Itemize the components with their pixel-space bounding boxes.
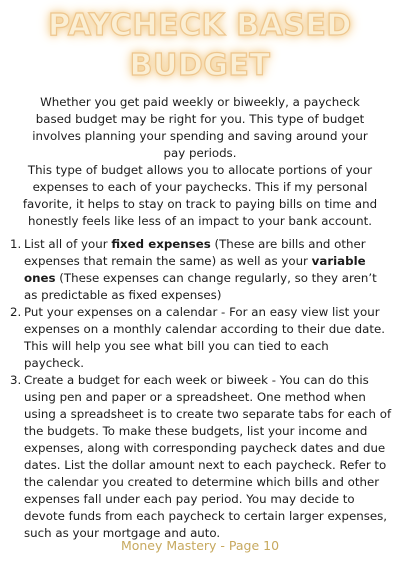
- step-number-1: 1.: [10, 237, 22, 251]
- step-item-2: [10, 304, 392, 372]
- step-1-text-c: (These expenses can change regularly, so they aren’t as predictable as fixed expenses): [24, 271, 377, 302]
- step-3-text: Create a budget for each week or biweek - You can do this using pen and paper or a spreadsheet. One method when using a spreadsheet is to create two separate tabs for each of the budgets. To make these budgets, list your income and expenses, along with corresponding paycheck dates and due dates. List the dollar amount next to each paycheck. Refer to the calendar you created to determine which bills and other expenses fall under each pay period. You may decide to devote funds from each paycheck to certain larger expenses, such as your mortgage and auto.: [24, 373, 392, 540]
- step-1-text-a: List all of your: [24, 237, 112, 251]
- intro-paragraph-2: This type of budget allows you to allocate portions of your expenses to each of your paychecks. This if my personal favorite, it helps to stay on track to paying bills on time and honestly feels like less of an impact to your bank account.: [22, 163, 378, 228]
- step-item-3: [10, 372, 392, 542]
- page-title-line-1: PAYCHECK BASED: [48, 8, 352, 43]
- step-item-1: [10, 236, 392, 304]
- step-number-3: 3.: [10, 373, 22, 387]
- step-2-text: Put your expenses on a calendar - For an easy view list your expenses on a monthly calendar according to their due date. This will help you see what bill you can tied to each paycheck.: [24, 305, 386, 370]
- step-1-text-b: (These are bills and other expenses that remain the same) as well as your: [24, 237, 366, 268]
- steps-list: [10, 236, 392, 542]
- step-1-bold-variable-ones: variable ones: [24, 254, 366, 285]
- step-number-2: 2.: [10, 305, 22, 319]
- step-1-bold-fixed-expenses: fixed expenses: [111, 237, 211, 251]
- intro-paragraph-1: Whether you get paid weekly or biweekly, a paycheck based budget may be right for you. This type of budget involves planning your spending and saving around your pay periods.: [32, 95, 368, 160]
- page-footer: Money Mastery - Page 10: [120, 538, 280, 553]
- page-title-line-2: BUDGET: [129, 48, 271, 83]
